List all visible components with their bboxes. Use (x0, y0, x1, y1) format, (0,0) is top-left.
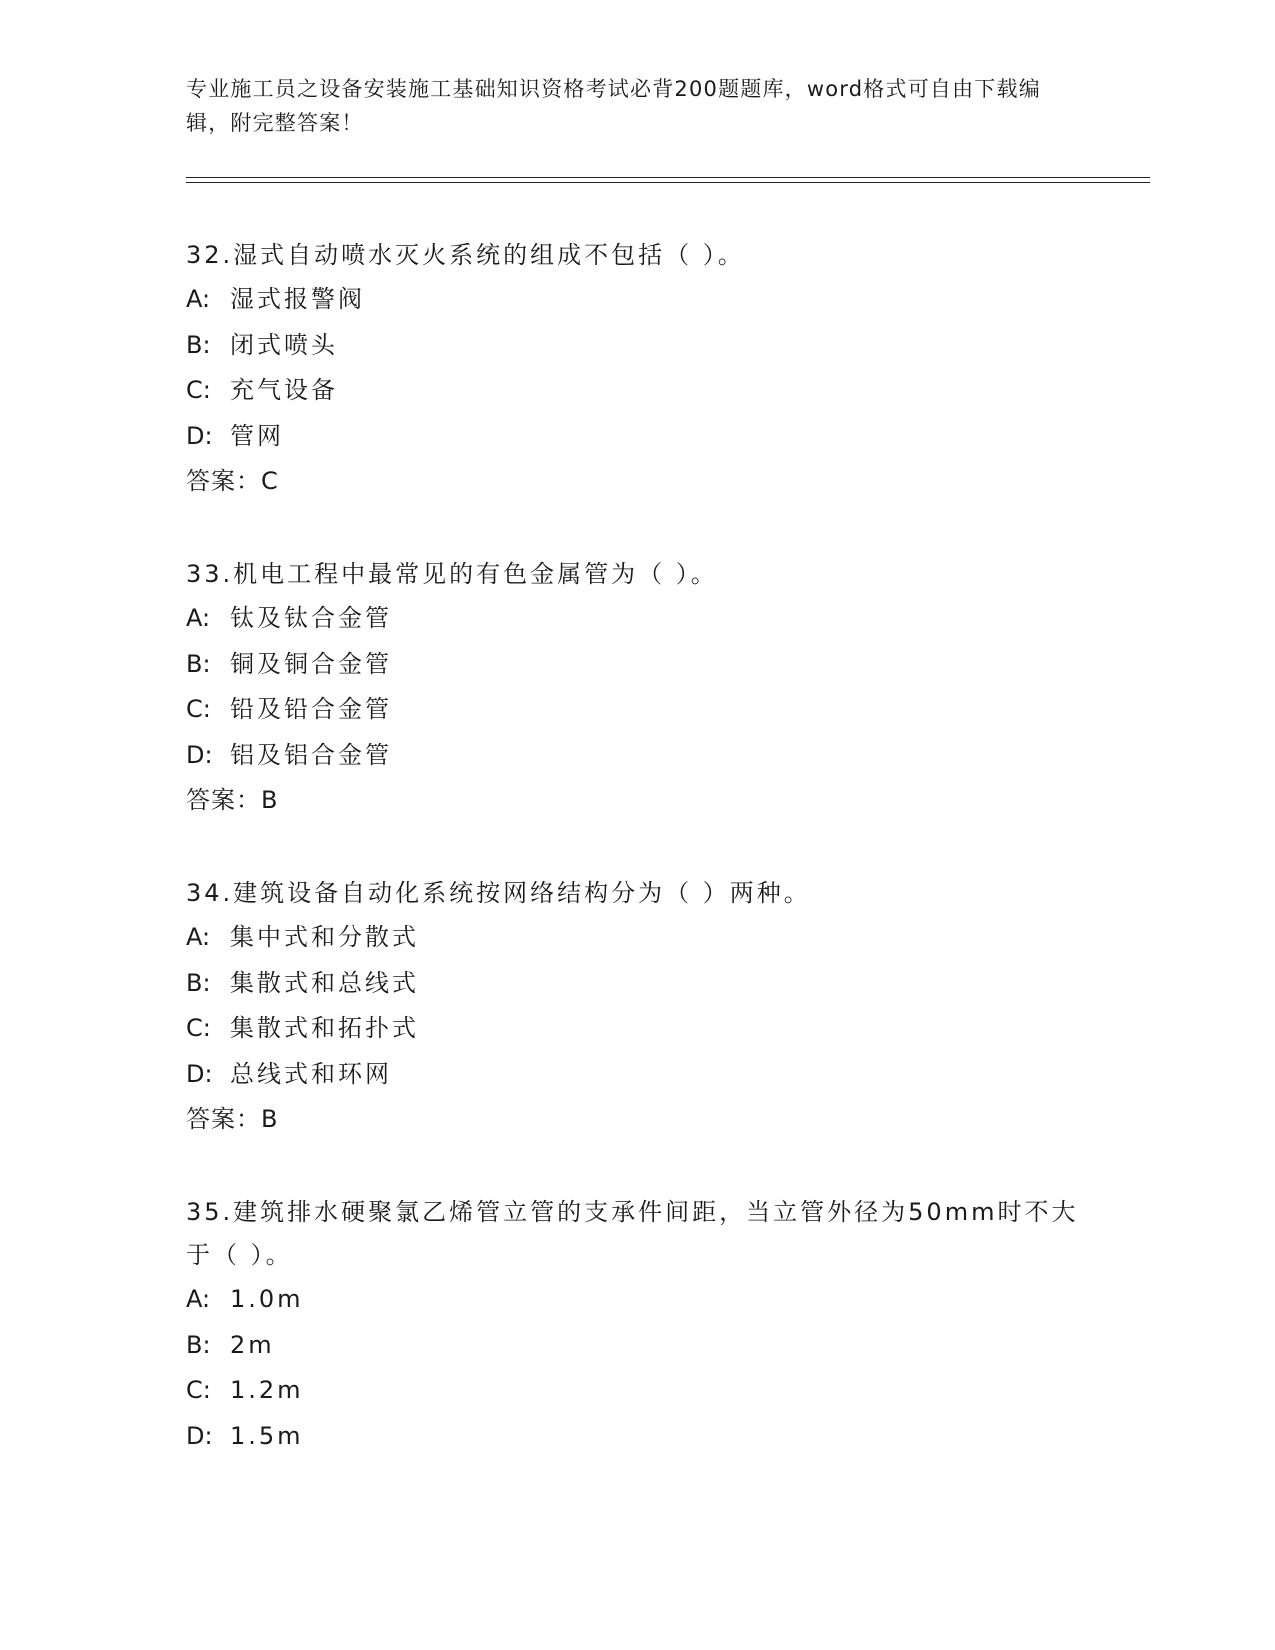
option-d (186, 733, 1086, 779)
option-letter: C: (186, 1014, 211, 1042)
question-34 (186, 872, 1086, 1143)
option-text: 钛及钛合金管 (230, 604, 392, 632)
option-letter: A: (186, 1285, 211, 1313)
option-text: 充气设备 (230, 376, 338, 404)
header-divider-top (186, 177, 1150, 178)
question-35 (186, 1191, 1086, 1459)
document-header: 专业施工员之设备安装施工基础知识资格考试必背200题题库，word格式可自由下载编辑，附完整答案！ (186, 77, 1041, 135)
option-text: 1.2m (230, 1376, 304, 1404)
question-stem: 35.建筑排水硬聚氯乙烯管立管的支承件间距，当立管外径为50mm时不大于（ ）。 (186, 1198, 1079, 1269)
option-text: 1.0m (230, 1285, 304, 1313)
option-b (186, 961, 1086, 1007)
option-text: 铝及铝合金管 (230, 740, 392, 769)
option-a (186, 915, 1086, 961)
question-stem: 34.建筑设备自动化系统按网络结构分为（ ）两种。 (186, 879, 811, 907)
option-b (186, 1323, 1086, 1369)
option-letter: D: (186, 421, 213, 450)
option-letter: C: (186, 376, 211, 404)
option-text: 1.5m (230, 1421, 304, 1450)
option-text: 铜及铜合金管 (230, 649, 392, 678)
option-text: 2m (230, 1330, 275, 1359)
header-divider-bottom (186, 182, 1150, 183)
option-d (186, 1052, 1086, 1098)
option-text: 总线式和环网 (230, 1059, 392, 1088)
option-letter: C: (186, 1376, 211, 1404)
answer-line: 答案：B (186, 786, 279, 814)
answer-line: 答案：C (186, 467, 279, 495)
option-text: 集散式和拓扑式 (230, 1014, 419, 1042)
option-c (186, 687, 1086, 733)
option-letter: B: (186, 649, 211, 678)
option-text: 闭式喷头 (230, 330, 338, 359)
answer-line: 答案：B (186, 1105, 279, 1133)
option-text: 集散式和总线式 (230, 968, 419, 997)
option-d (186, 414, 1086, 460)
question-stem: 32.湿式自动喷水灭火系统的组成不包括（ ）。 (186, 241, 745, 269)
option-a (186, 1277, 1086, 1323)
option-text: 铅及铅合金管 (230, 695, 392, 723)
option-letter: A: (186, 604, 211, 632)
option-letter: A: (186, 923, 211, 951)
option-letter: D: (186, 1421, 213, 1450)
option-letter: B: (186, 1330, 211, 1359)
question-33 (186, 553, 1086, 824)
option-c (186, 368, 1086, 414)
option-a (186, 596, 1086, 642)
option-d (186, 1414, 1086, 1460)
option-text: 集中式和分散式 (230, 923, 419, 951)
option-letter: B: (186, 330, 211, 359)
option-letter: D: (186, 1059, 213, 1088)
option-letter: A: (186, 285, 211, 313)
option-text: 管网 (230, 421, 284, 450)
option-text: 湿式报警阀 (230, 285, 365, 313)
option-a (186, 277, 1086, 323)
option-b (186, 642, 1086, 688)
option-c (186, 1006, 1086, 1052)
option-c (186, 1368, 1086, 1414)
option-letter: D: (186, 740, 213, 769)
option-b (186, 323, 1086, 369)
option-letter: B: (186, 968, 211, 997)
question-32 (186, 234, 1086, 505)
option-letter: C: (186, 695, 211, 723)
question-stem: 33.机电工程中最常见的有色金属管为（ ）。 (186, 560, 718, 588)
